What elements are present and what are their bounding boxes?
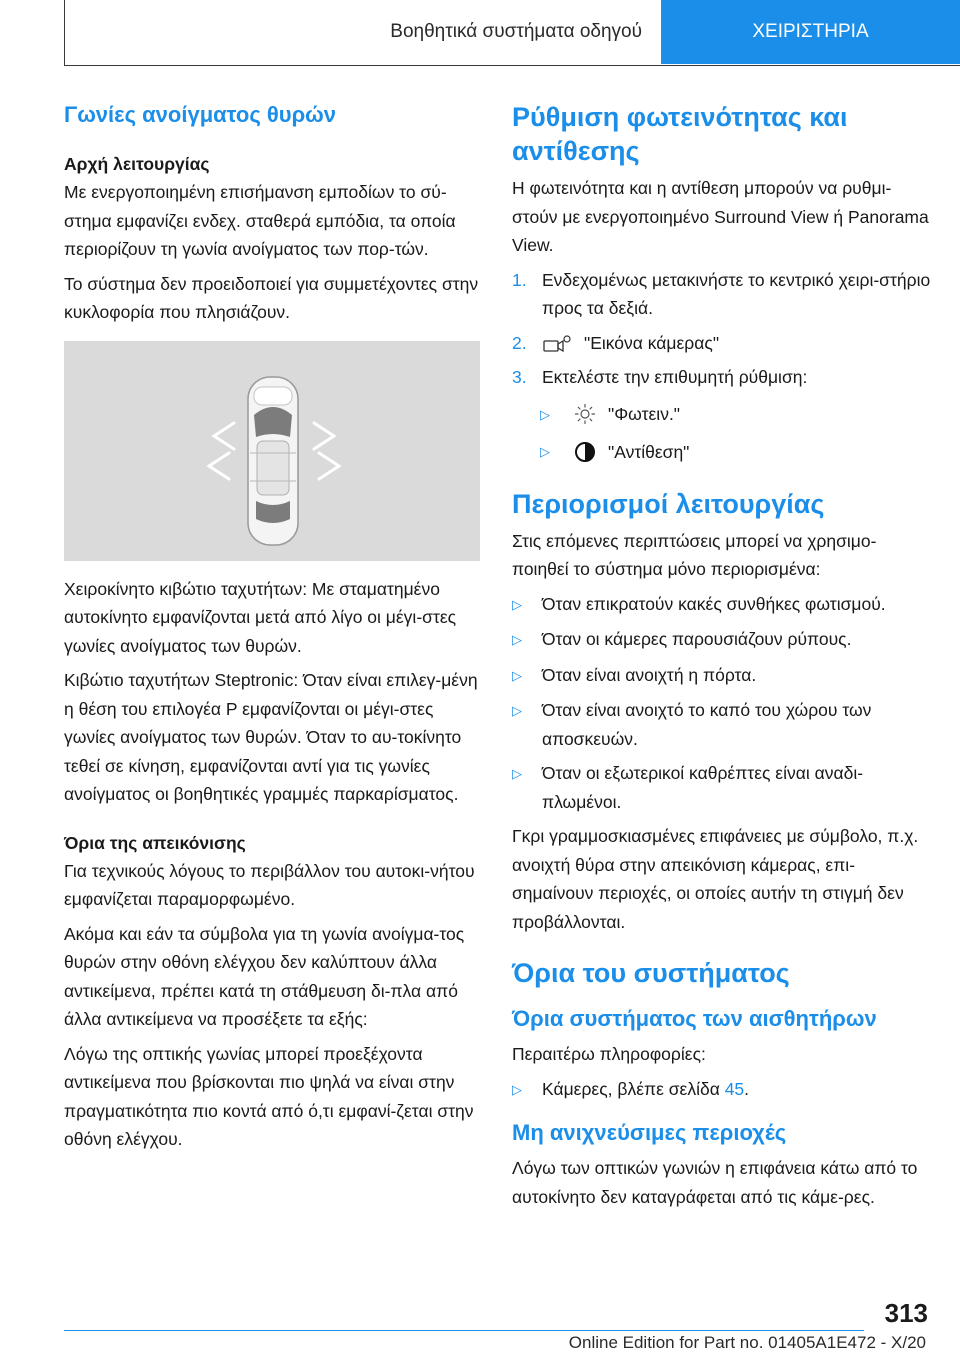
page-number: 313 — [884, 1298, 928, 1328]
paragraph: Στις επόμενες περιπτώσεις μπορεί να χρησιμο-ποιηθεί το σύστημα μόνο περιορισμένα: — [512, 530, 877, 579]
step-text: "Εικόνα κάμερας" — [584, 332, 720, 353]
sub-list-text: "Φωτειν." — [608, 404, 681, 424]
bullet-arrow-icon: ▷ — [512, 766, 522, 781]
header-chapter-tab: ΧΕΙΡΙΣΤΗΡΙΑ — [661, 0, 960, 64]
footer-edition: Online Edition for Part no. 01405A1E472 - X/20 — [568, 1333, 926, 1352]
contrast-icon — [574, 441, 596, 463]
bullet-arrow-icon: ▷ — [512, 667, 522, 683]
list-text: Όταν επικρατούν κακές συνθήκες φωτισμού. — [542, 593, 886, 614]
paragraph: Για τεχνικούς λόγους το περιβάλλον του αυτοκι-νήτου εμφανίζεται παραμορφωμένο. — [64, 860, 475, 909]
paragraph: Λόγω της οπτικής γωνίας μπορεί προεξέχοντα αντικείμενα που βρίσκονται πιο ψηλά να είναι στην πραγματικότητα πιο κοντά από ό,τι εμφανί-ζεται στην οθόνη ελέγχου. — [64, 1043, 474, 1149]
page-link-45[interactable]: 45 — [724, 1078, 745, 1099]
left-column — [64, 100, 484, 1154]
list-item — [512, 661, 932, 691]
list-item — [512, 329, 932, 358]
section-title-system-limits: Όρια του συστήματος — [512, 958, 790, 988]
list-text: Κάμερες, βλέπε σελίδα — [542, 1078, 725, 1099]
list-text: Όταν οι κάμερες παρουσιάζουν ρύπους. — [542, 629, 852, 649]
list-item — [512, 759, 932, 816]
paragraph: Χειροκίνητο κιβώτιο ταχυτήτων: Με σταματημένο αυτοκίνητο εμφανίζονται μετά από λίγο οι μέγι-στες γωνίες ανοίγματος των θυρών. — [64, 578, 457, 656]
paragraph: Ακόμα και εάν τα σύμβολα για τη γωνία ανοίγμα-τος θυρών στην οθόνη ελέγχου δεν καλύπτουν άλλα αντικείμενα, πρέπει κατά τη στάθμευση δι-πλα από άλλα αντικείμενα να προσέξετε τα εξής: — [64, 923, 465, 1029]
list-item — [512, 266, 932, 323]
sub-list-text: "Αντίθεση" — [608, 441, 690, 462]
paragraph: Κιβώτιο ταχυτήτων Steptronic: Όταν είναι επιλεγ-μένη η θέση του επιλογέα P εμφανίζονται οι μέγι-στες γωνίες ανοίγματος των θυρών. Όταν το αυ-τοκίνητο τεθεί σε κίνηση, εμφανίζονται αντί για τις γωνίες ανοίγματος οι βοηθητικές γραμμές παρκαρίσματος. — [64, 670, 478, 804]
paragraph: Η φωτεινότητα και η αντίθεση μπορούν να ρυθμι-στούν με ενεργοποιημένο Surround View ή Panorama View. — [512, 178, 929, 255]
paragraph: Το σύστημα δεν προειδοποιεί για συμμετέχοντες στην κυκλοφορία που πλησιάζουν. — [64, 273, 479, 322]
bullet-arrow-icon: ▷ — [512, 703, 522, 718]
sub-list-item — [512, 437, 932, 467]
step-number: 2. — [512, 332, 527, 353]
section-title-limitations: Περιορισμοί λειτουργίας — [512, 488, 825, 519]
list-item — [512, 1075, 932, 1105]
bullet-arrow-icon: ▷ — [512, 632, 522, 647]
bullet-arrow-icon: ▷ — [512, 596, 522, 612]
subheading-display-limits: Όρια της απεικόνισης — [64, 832, 246, 853]
list-text-end: . — [744, 1078, 750, 1099]
list-text: Όταν οι εξωτερικοί καθρέπτες είναι αναδι-πλωμένοι. — [542, 763, 864, 812]
bullet-arrow-icon: ▷ — [540, 406, 550, 422]
car-top-view-illustration — [64, 341, 480, 561]
section-title-brightness-contrast: Ρύθμιση φωτεινότητας και αντίθεσης — [512, 102, 848, 166]
list-item — [512, 363, 932, 392]
paragraph: Περαιτέρω πληροφορίες: — [512, 1044, 706, 1064]
paragraph: Λόγω των οπτικών γωνιών η επιφάνεια κάτω από το αυτοκίνητο δεν καταγράφεται από τις κάμε-ρες. — [512, 1158, 918, 1207]
list-item — [512, 696, 932, 753]
list-text: Όταν είναι ανοιχτή η πόρτα. — [542, 664, 757, 685]
list-item — [512, 625, 932, 655]
step-text-wrap — [542, 329, 932, 358]
section-title-undetectable-areas: Μη ανιχνεύσιμες περιοχές — [512, 1120, 787, 1145]
step-text: Ενδεχομένως μετακινήστε το κεντρικό χειρι-στήριο προς τα δεξιά. — [542, 269, 931, 318]
paragraph: Γκρι γραμμοσκιασμένες επιφάνειες με σύμβολο, π.χ. ανοιχτή θύρα στην απεικόνιση κάμερας, επι-σημαίνουν περιοχές, οι οποίες αυτήν τη στιγμή δεν προβάλλονται. — [512, 826, 919, 932]
right-column — [512, 100, 932, 1211]
bullet-arrow-icon: ▷ — [540, 444, 550, 459]
list-text-wrap — [542, 1075, 932, 1105]
car-door-angle-figure — [64, 341, 480, 561]
step-text: Εκτελέστε την επιθυμητή ρύθμιση: — [542, 367, 808, 387]
bullet-arrow-icon: ▷ — [512, 1081, 522, 1097]
sub-list-item — [512, 400, 932, 430]
section-title-sensor-limits: Όρια συστήματος των αισθητήρων — [512, 1006, 877, 1031]
subheading-principle: Αρχή λειτουργίας — [64, 154, 210, 174]
step-number: 1. — [512, 269, 527, 290]
section-title-door-angles: Γωνίες ανοίγματος θυρών — [64, 102, 337, 127]
camera-settings-icon — [542, 334, 572, 354]
brightness-icon — [574, 403, 596, 425]
footer-divider — [64, 1330, 864, 1331]
paragraph: Με ενεργοποιημένη επισήμανση εμποδίων το σύ-στημα εμφανίζει ενδεχ. σταθερά εμπόδια, τα οποία περιορίζουν τη γωνία ανοίγματος των πορ-τών. — [64, 182, 456, 259]
list-text: Όταν είναι ανοιχτό το καπό του χώρου των αποσκευών. — [542, 700, 872, 749]
list-item — [512, 590, 932, 620]
step-number: 3. — [512, 367, 527, 387]
header-section-title: Βοηθητικά συστήματα οδηγού — [390, 21, 642, 42]
